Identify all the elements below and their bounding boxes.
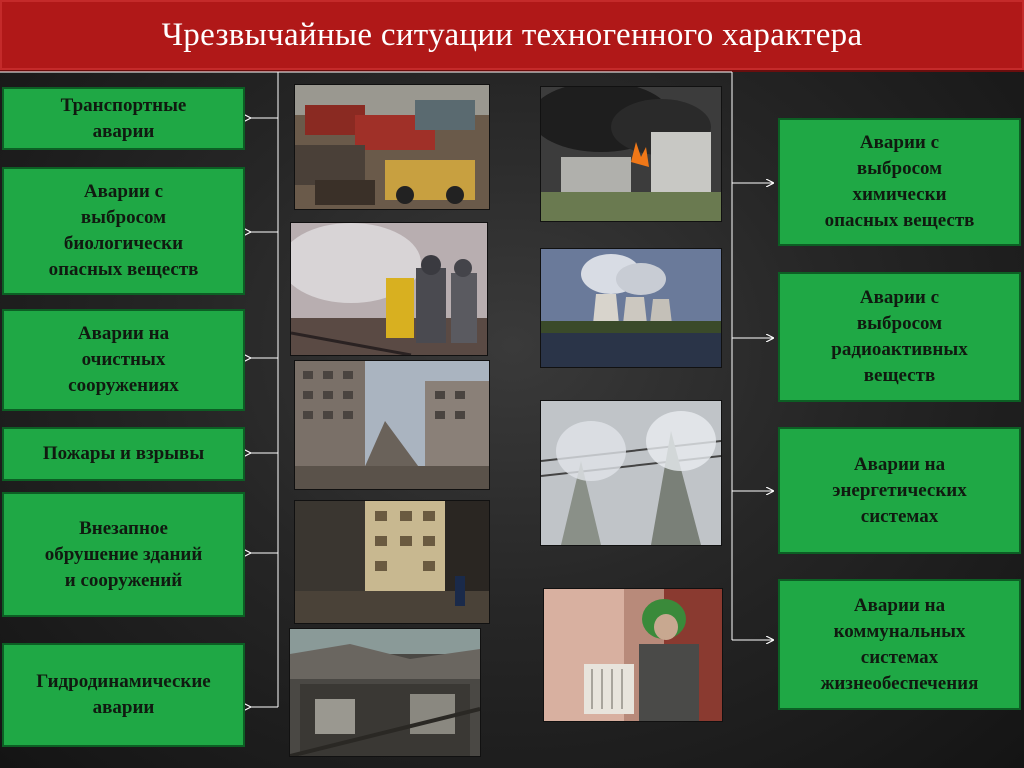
- slide-title: Чрезвычайные ситуации техногенного характера: [161, 16, 863, 53]
- photo-hydro-plant-ruins: [289, 628, 481, 757]
- box-building-collapse: Внезапное обрушение зданий и сооружений: [2, 492, 245, 617]
- box-fires-explosions: Пожары и взрывы: [2, 427, 245, 481]
- box-utility-systems: Аварии на коммунальных системах жизнеобеспечения: [778, 579, 1021, 710]
- photo-chemical-plant-fire: [540, 86, 722, 222]
- photo-hazmat-firefighters: [290, 222, 488, 356]
- photo-icy-power-lines: [540, 400, 722, 546]
- photo-nuclear-plant: [540, 248, 722, 368]
- box-chemical-release: Аварии с выбросом химически опасных веществ: [778, 118, 1021, 246]
- photo-collapsed-building: [294, 360, 490, 490]
- photo-destroyed-apartment: [294, 500, 490, 624]
- box-hydrodynamic-accidents: Гидродинамические аварии: [2, 643, 245, 747]
- photo-elderly-woman-heater: [543, 588, 723, 722]
- box-radioactive-release: Аварии с выбросом радиоактивных веществ: [778, 272, 1021, 402]
- box-biological-release: Аварии с выбросом биологически опасных веществ: [2, 167, 245, 295]
- box-transport-accidents: Транспортные аварии: [2, 87, 245, 150]
- box-treatment-facilities: Аварии на очистных сооружениях: [2, 309, 245, 411]
- box-energy-systems: Аварии на энергетических системах: [778, 427, 1021, 554]
- title-bar: [0, 0, 1024, 72]
- photo-car-wreckage: [294, 84, 490, 210]
